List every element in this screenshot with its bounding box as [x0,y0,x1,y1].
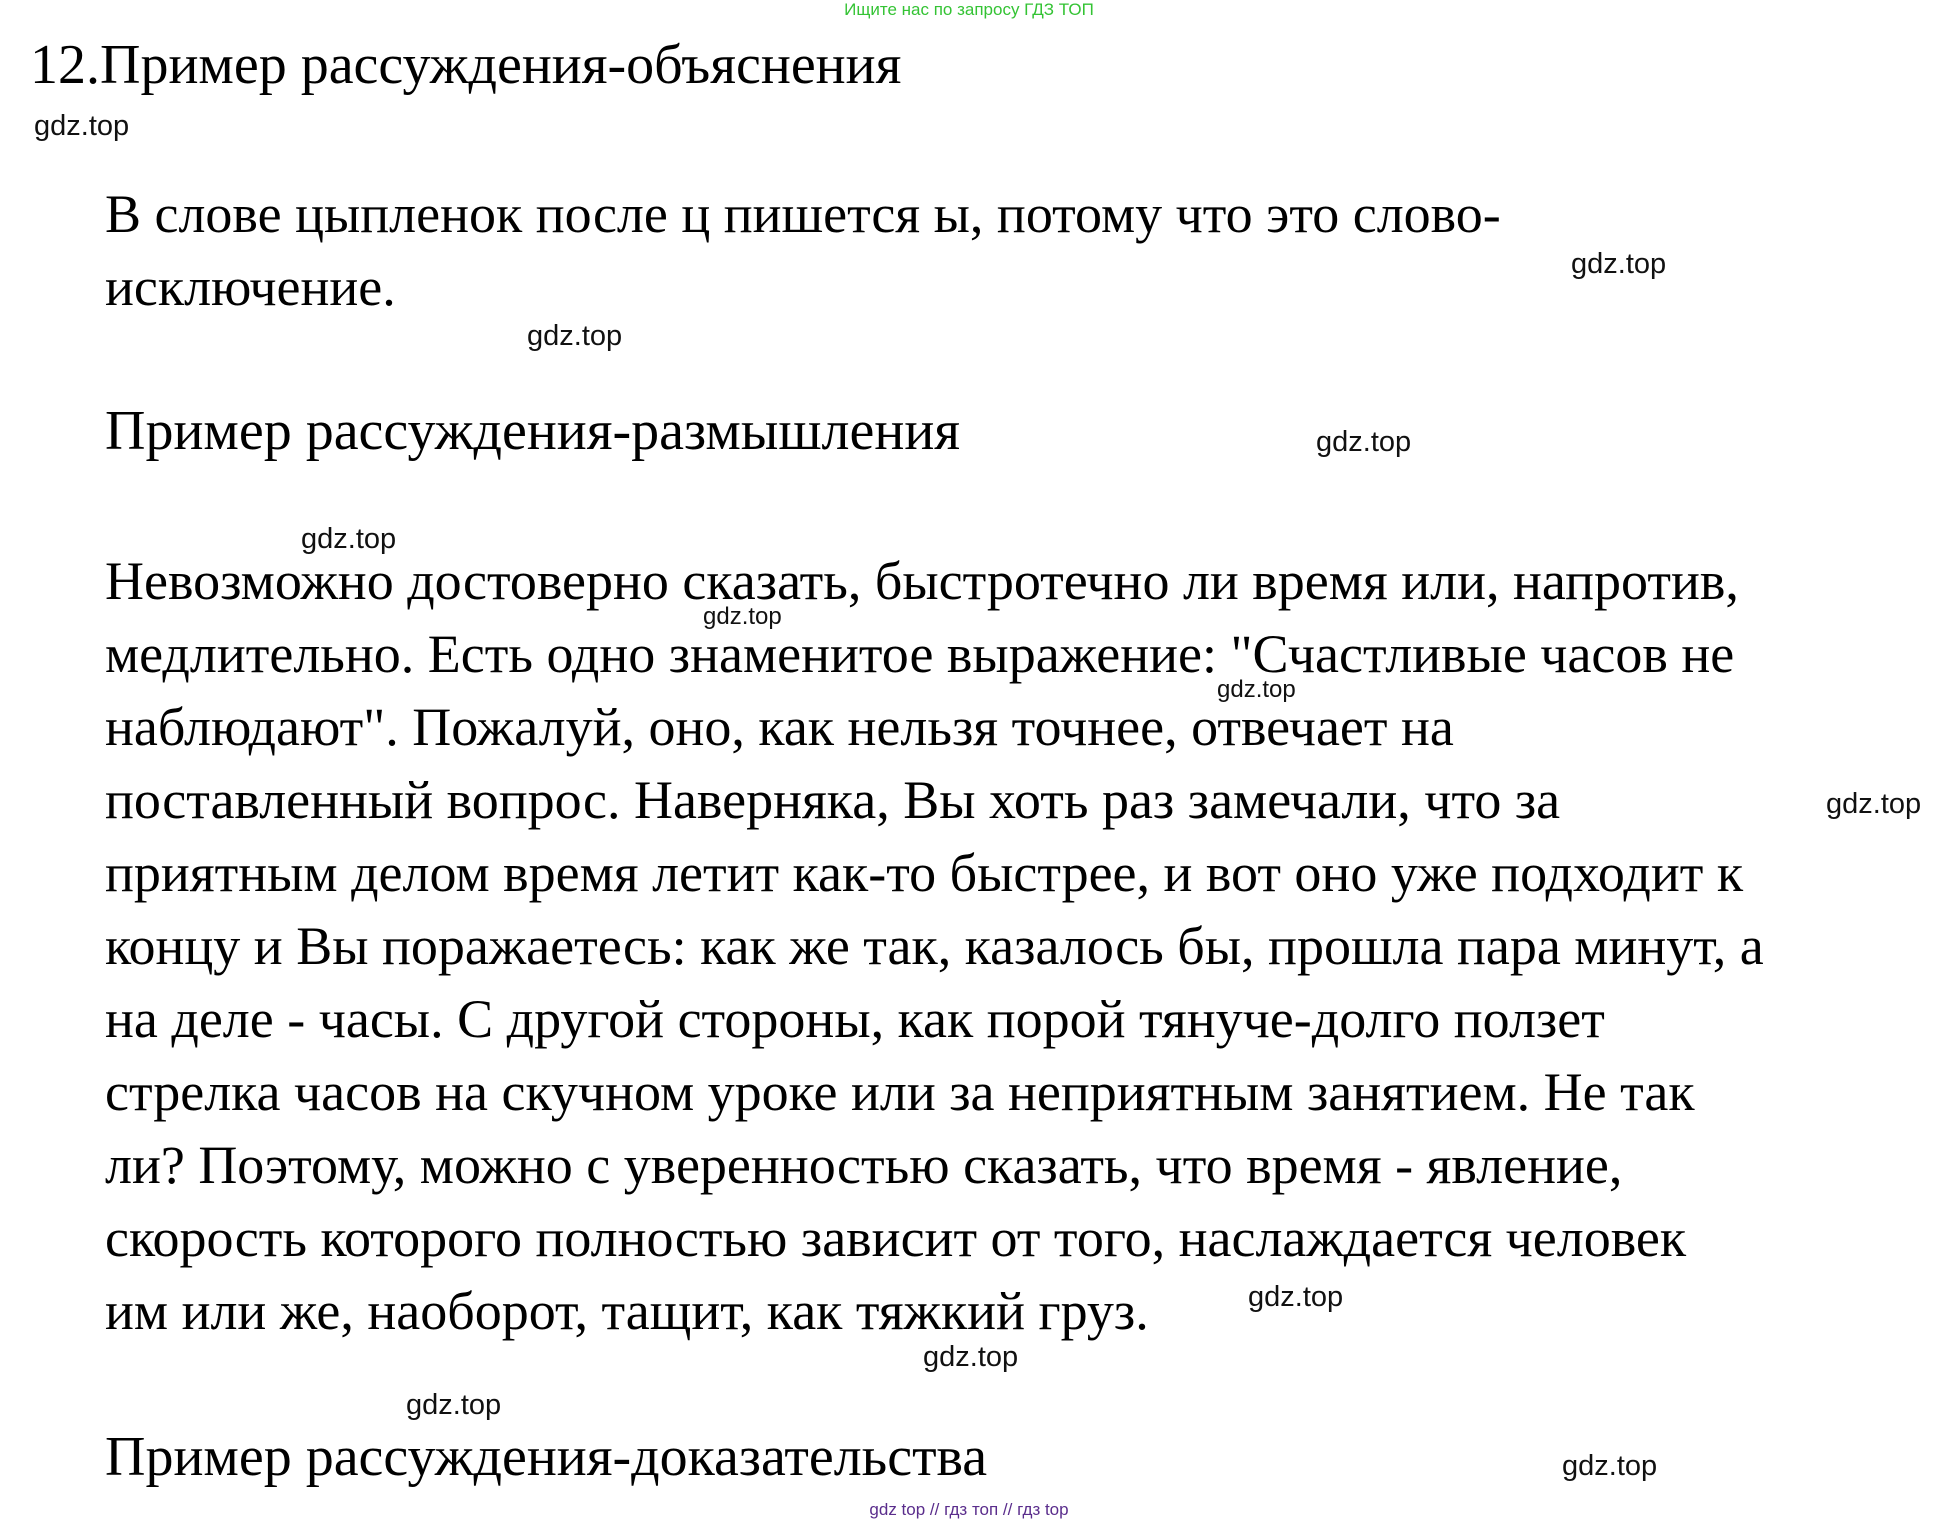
watermark: gdz.top [527,320,623,352]
paragraph-line: им или же, наоборот, тащит, как тяжкий груз. [105,1281,1149,1341]
paragraph-line: стрелка часов на скучном уроке или за неприятным занятием. Не так [105,1062,1695,1122]
watermark: gdz.top [1217,676,1296,703]
footer-watermark: gdz top // гдз топ // гдз top [869,1500,1069,1519]
heading-proof: Пример рассуждения-доказательства [105,1426,988,1488]
watermark: gdz.top [34,110,130,142]
watermark: gdz.top [1248,1281,1344,1313]
paragraph-line: на деле - часы. С другой стороны, как порой тянуче-долго ползет [105,989,1605,1049]
page-title: 12.Пример рассуждения-объяснения [30,34,902,96]
paragraph-line: приятным делом время летит как-то быстрее, и вот оно уже подходит к [105,843,1744,903]
watermark: gdz.top [406,1389,502,1421]
heading-reflection: Пример рассуждения-размышления [105,400,961,462]
watermark: gdz.top [1316,426,1412,458]
paragraph-line: Невозможно достоверно сказать, быстротечно ли время или, напротив, [105,551,1739,611]
paragraph-line: поставленный вопрос. Наверняка, Вы хоть раз замечали, что за [105,770,1561,830]
watermark: gdz.top [703,603,782,630]
paragraph-line: концу и Вы поражаетесь: как же так, казалось бы, прошла пара минут, а [105,916,1764,976]
top-banner: Ищите нас по запросу ГДЗ ТОП [844,0,1094,19]
paragraph-line: ли? Поэтому, можно с уверенностью сказать, что время - явление, [105,1135,1623,1195]
watermark: gdz.top [1562,1450,1658,1482]
watermark: gdz.top [301,523,397,555]
paragraph-line: скорость которого полностью зависит от того, наслаждается человек [105,1208,1687,1268]
paragraph-line: исключение. [105,257,396,317]
explanation-paragraph [105,178,1501,324]
watermark: gdz.top [1571,248,1667,280]
paragraph-line: В слове цыпленок после ц пишется ы, потому что это слово- [105,184,1501,244]
paragraph-line: наблюдают". Пожалуй, оно, как нельзя точнее, отвечает на [105,697,1454,757]
paragraph-line: медлительно. Есть одно знаменитое выражение: "Счастливые часов не [105,624,1735,684]
watermark: gdz.top [1826,788,1922,820]
reflection-paragraph [105,545,1764,1348]
watermark: gdz.top [923,1341,1019,1373]
